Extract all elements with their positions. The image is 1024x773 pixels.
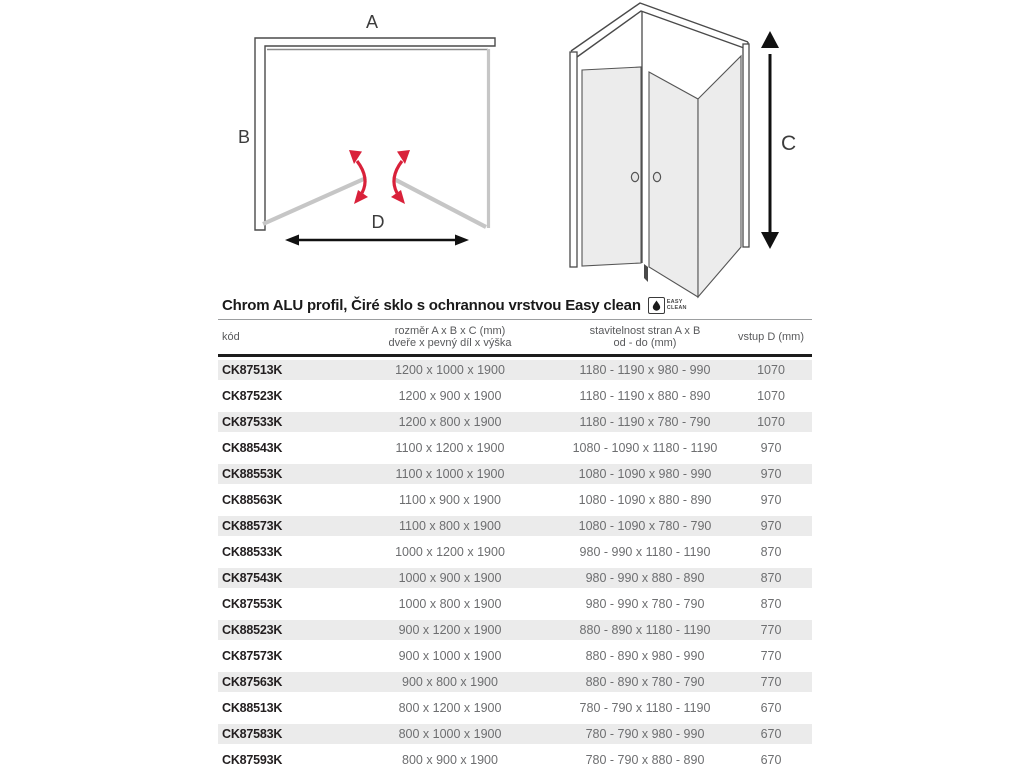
cell-vstup: 670: [760, 753, 782, 767]
cell-rozmer: 1200 x 800 x 1900: [398, 415, 502, 429]
cell-stavitelnost: 1180 - 1190 x 980 - 990: [579, 363, 711, 377]
top-frame-lines: [571, 3, 748, 57]
table-row: [218, 513, 812, 539]
header-stavitelnost: stavitelnost stran A x B od - do (mm): [589, 324, 701, 349]
right-wall-profile: [743, 44, 749, 247]
cell-rozmer: 800 x 900 x 1900: [402, 753, 498, 767]
cell-stavitelnost: 1080 - 1090 x 880 - 890: [578, 493, 712, 507]
cell-stavitelnost: 880 - 890 x 980 - 990: [585, 649, 705, 663]
table-row: [218, 487, 812, 513]
cell-vstup: 1070: [757, 389, 785, 403]
cell-kod: CK87513K: [222, 363, 283, 377]
title-row: [222, 294, 822, 316]
top-view-diagram: [230, 0, 510, 255]
cell-kod: CK87593K: [222, 753, 283, 767]
cell-vstup: 770: [760, 675, 782, 689]
cell-kod: CK87523K: [222, 389, 283, 403]
table-header-row: [218, 319, 812, 357]
cell-kod: CK87553K: [222, 597, 283, 611]
droplet-icon: [648, 297, 665, 314]
left-wall-profile: [570, 52, 577, 267]
cell-kod: CK88573K: [222, 519, 283, 533]
easy-clean-badge-text: EASY CLEAN: [666, 299, 687, 311]
header-vstup: vstup D (mm): [738, 330, 804, 343]
cell-vstup: 670: [760, 701, 782, 715]
cell-kod: CK88523K: [222, 623, 283, 637]
easy-clean-badge: [648, 297, 687, 314]
cell-rozmer: 800 x 1200 x 1900: [398, 701, 502, 715]
door-panel: [649, 72, 698, 297]
table-row: [218, 643, 812, 669]
cell-kod: CK88543K: [222, 441, 283, 455]
cell-vstup: 970: [760, 441, 782, 455]
cell-rozmer: 1000 x 800 x 1900: [398, 597, 502, 611]
cell-kod: CK88553K: [222, 467, 283, 481]
cell-stavitelnost: 780 - 790 x 980 - 990: [585, 727, 705, 741]
cell-kod: CK87583K: [222, 727, 283, 741]
wall-profile-outline: [255, 38, 495, 230]
page-title: Chrom ALU profil, Čiré sklo s ochrannou vrstvou Easy clean: [222, 296, 641, 314]
table-body: [218, 357, 812, 773]
left-glass-panel: [582, 67, 641, 266]
door-swing-arrowheads-icon: [349, 150, 410, 204]
door-swing-arrows-icon: [357, 161, 402, 193]
table-row: [218, 591, 812, 617]
cell-stavitelnost: 1080 - 1090 x 980 - 990: [578, 467, 712, 481]
cell-stavitelnost: 980 - 990 x 780 - 790: [585, 597, 705, 611]
cell-rozmer: 1200 x 900 x 1900: [398, 389, 502, 403]
cell-vstup: 1070: [757, 363, 785, 377]
perspective-diagram: [555, 0, 800, 300]
cell-kod: CK87563K: [222, 675, 283, 689]
cell-rozmer: 800 x 1000 x 1900: [398, 727, 502, 741]
cell-stavitelnost: 780 - 790 x 880 - 890: [585, 753, 705, 767]
table-row: [218, 721, 812, 747]
entry-width-arrow-icon: [285, 235, 469, 246]
cell-stavitelnost: 1080 - 1090 x 1180 - 1190: [572, 441, 718, 455]
header-kod: kód: [222, 330, 240, 343]
cell-vstup: 870: [760, 545, 782, 559]
cell-stavitelnost: 1180 - 1190 x 880 - 890: [579, 389, 711, 403]
right-door-line: [394, 179, 486, 227]
cell-vstup: 970: [760, 467, 782, 481]
cell-rozmer: 1100 x 1200 x 1900: [395, 441, 505, 455]
cell-kod: CK87533K: [222, 415, 283, 429]
cell-kod: CK87573K: [222, 649, 283, 663]
cell-kod: CK88533K: [222, 545, 283, 559]
perspective-drawing: [555, 0, 800, 300]
cell-vstup: 770: [760, 649, 782, 663]
cell-rozmer: 1000 x 900 x 1900: [398, 571, 502, 585]
table-row: [218, 383, 812, 409]
dimension-b-label: B: [238, 127, 251, 147]
height-arrow-icon: [761, 31, 779, 249]
cell-stavitelnost: 880 - 890 x 780 - 790: [585, 675, 705, 689]
table-row: [218, 617, 812, 643]
cell-stavitelnost: 880 - 890 x 1180 - 1190: [579, 623, 711, 637]
table-row: [218, 357, 812, 383]
table-row: [218, 461, 812, 487]
spec-table: [218, 319, 812, 773]
cell-kod: CK88563K: [222, 493, 283, 507]
cell-vstup: 870: [760, 571, 782, 585]
cell-rozmer: 900 x 1000 x 1900: [398, 649, 502, 663]
table-row: [218, 747, 812, 773]
table-row: [218, 409, 812, 435]
cell-stavitelnost: 1080 - 1090 x 780 - 790: [578, 519, 712, 533]
cell-vstup: 970: [760, 519, 782, 533]
cell-stavitelnost: 980 - 990 x 880 - 890: [585, 571, 705, 585]
cell-rozmer: 1200 x 1000 x 1900: [395, 363, 505, 377]
cell-rozmer: 1000 x 1200 x 1900: [395, 545, 505, 559]
left-door-knob-icon: [631, 172, 638, 181]
cell-rozmer: 1100 x 800 x 1900: [399, 519, 501, 533]
table-row: [218, 539, 812, 565]
cell-rozmer: 1100 x 900 x 1900: [399, 493, 501, 507]
cell-rozmer: 900 x 800 x 1900: [402, 675, 498, 689]
table-row: [218, 565, 812, 591]
cell-vstup: 970: [760, 493, 782, 507]
cell-vstup: 1070: [757, 415, 785, 429]
table-row: [218, 695, 812, 721]
right-door-knob-icon: [653, 172, 660, 181]
cell-vstup: 770: [760, 623, 782, 637]
cell-stavitelnost: 1180 - 1190 x 780 - 790: [579, 415, 711, 429]
cell-rozmer: 1100 x 1000 x 1900: [395, 467, 505, 481]
cell-vstup: 870: [760, 597, 782, 611]
cell-vstup: 670: [760, 727, 782, 741]
dimension-c-label: C: [781, 132, 797, 155]
cell-stavitelnost: 980 - 990 x 1180 - 1190: [579, 545, 711, 559]
cell-rozmer: 900 x 1200 x 1900: [398, 623, 502, 637]
header-rozmer: rozměr A x B x C (mm) dveře x pevný díl x výška: [388, 324, 512, 349]
cell-stavitelnost: 780 - 790 x 1180 - 1190: [579, 701, 711, 715]
side-glass-panel: [698, 56, 741, 297]
top-view-drawing: [230, 0, 510, 255]
table-row: [218, 435, 812, 461]
dimension-d-label: D: [371, 212, 385, 232]
dimension-a-label: A: [365, 12, 379, 32]
table-row: [218, 669, 812, 695]
cell-kod: CK87543K: [222, 571, 283, 585]
door-edge-sliver: [644, 264, 648, 282]
left-door-line: [263, 178, 366, 224]
cell-kod: CK88513K: [222, 701, 283, 715]
